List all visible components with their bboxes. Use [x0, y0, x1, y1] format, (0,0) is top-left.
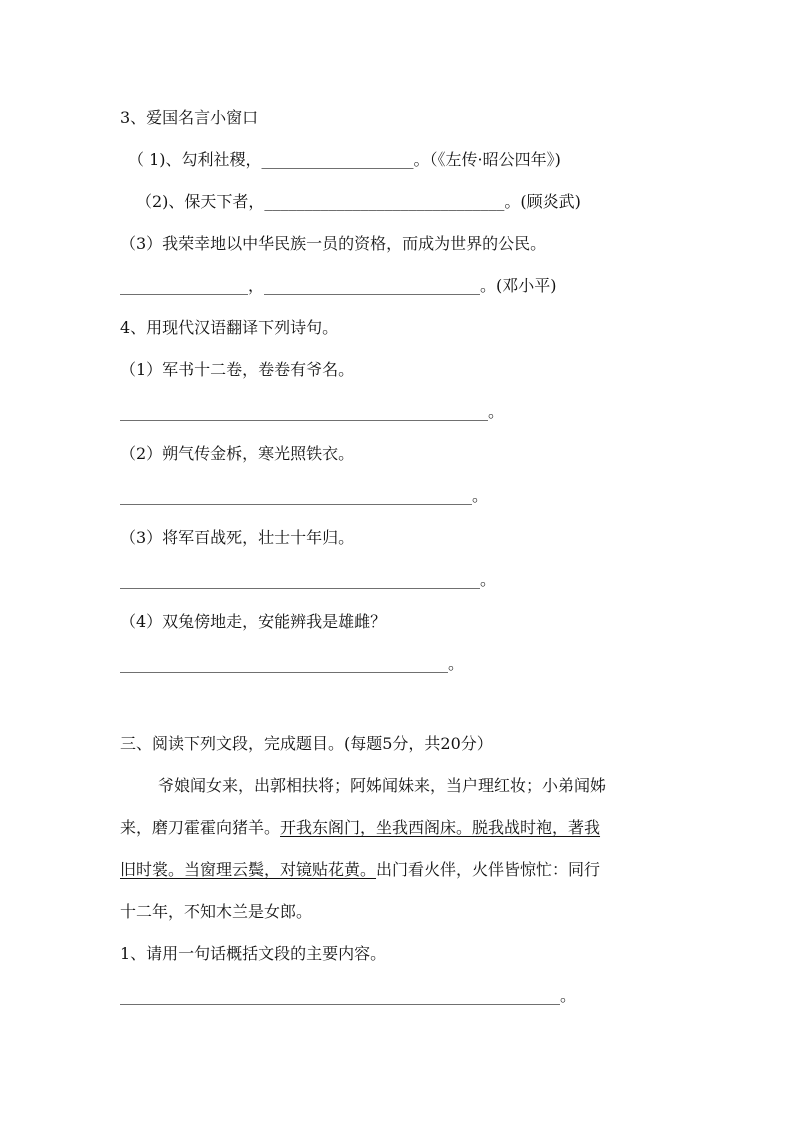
passage-text: 出门看火伴，火伴皆惊忙：同行 [376, 860, 601, 879]
passage-text: 来，磨刀霍霍向猪羊。 [120, 818, 281, 837]
passage-underlined-text: 旧时裳。当窗理云鬓，对镜贴花黄。 [120, 860, 377, 879]
question-4-4: （4）双兔傍地走，安能辨我是雄雌？ [120, 612, 387, 631]
question-4-3-answer-line[interactable]: _____________________________________________。 [120, 570, 497, 589]
section-4-title: 4、用现代汉语翻译下列诗句。 [120, 318, 339, 337]
question-4-3: （3）将军百战死，壮士十年归。 [120, 528, 355, 547]
passage-line-2 [120, 818, 600, 838]
passage-underlined-text: 开我东阁门，坐我西阁床。脱我战时袍，著我 [280, 818, 601, 837]
passage-line-1: 爷娘闻女来，出郭相扶将；阿姊闻妹来，当户理红妆；小弟闻姊 [158, 776, 607, 795]
part-3-question-1: 1、请用一句话概括文段的主要内容。 [120, 944, 387, 963]
part-3-title: 三、阅读下列文段，完成题目。(每题5分，共20分） [120, 734, 493, 753]
question-3-1: （ 1)、勾利社稷，___________________。（《左传·昭公四年》) [128, 150, 561, 169]
part-3-question-1-answer-line[interactable]: _______________________________________________________。 [120, 986, 577, 1005]
question-4-2: （2）朔气传金柝，寒光照铁衣。 [120, 444, 355, 463]
question-4-2-answer-line[interactable]: ____________________________________________。 [120, 486, 489, 505]
question-3-2: （2)、保天下者，______________________________。(顾炎武) [136, 192, 581, 211]
passage-line-4: 十二年，不知木兰是女郎。 [120, 902, 313, 921]
question-4-1: （1）军书十二卷，卷卷有爷名。 [120, 360, 355, 379]
question-3-3: （3）我荣幸地以中华民族一员的资格，而成为世界的公民。 [120, 234, 547, 253]
question-4-1-answer-line[interactable]: ______________________________________________。 [120, 402, 505, 421]
passage-line-3 [120, 860, 600, 880]
question-4-4-answer-line[interactable]: _________________________________________。 [120, 654, 465, 673]
section-3-title: 3、爱国名言小窗口 [120, 108, 259, 127]
question-3-3-answer-line[interactable]: ________________，___________________________。(邓小平) [120, 276, 557, 295]
